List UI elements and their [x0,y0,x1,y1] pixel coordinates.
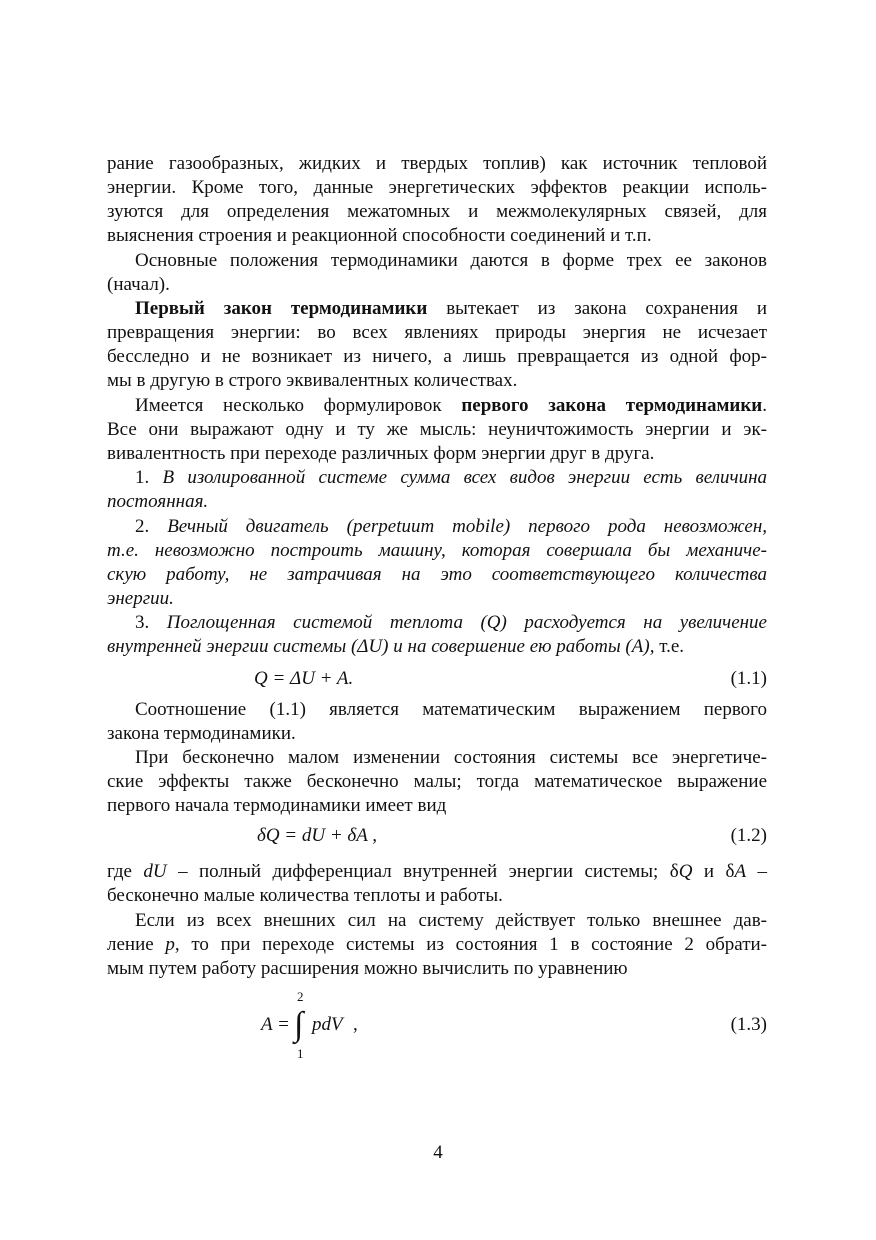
list-item-2: 2. Вечный двигатель (perpetuum mobile) первого рода невозможен, [135,516,767,537]
text-line: ление p, то при переходе системы из состояния 1 в состояние 2 обрати- [107,934,768,955]
text-line: вивалентность при переходе различных форм энергии друг в друга. [107,443,655,464]
integral-upper-limit: 2 [297,989,304,1004]
paragraph-first-line: При бесконечно малом изменении состояния системы все энергетиче- [135,747,767,768]
text-line: энергии. Кроме того, данные энергетических эффектов реакции исполь- [107,177,767,198]
page-number: 4 [433,1142,443,1163]
text-line: постоянная. [107,491,209,512]
paragraph-first-line: Основные положения термодинамики даются в форме трех ее законов [135,250,767,271]
text-line: скую работу, не затрачивая на это соответствующего количества [107,564,767,585]
equation-1-2: δQ = dU + δA , [257,825,378,846]
bold-term: первого закона термодинамики [461,395,763,416]
text-line: (начал). [107,274,170,295]
text-line: превращения энергии: во всех явлениях природы энергия не исчезает [107,322,767,343]
text-line: мым путем работу расширения можно вычислить по уравнению [107,958,628,979]
text-line: т.е. невозможно построить машину, которая совершала бы механиче- [107,540,767,561]
integral-lhs: A = [261,1014,290,1035]
list-item-3: 3. Поглощенная системой теплота (Q) расходуется на увеличение [135,612,767,633]
equation-1-1: Q = ΔU + A. [254,668,354,689]
text-line: Все они выражают одну и ту же мысль: неуничтожимость энергии и эк- [107,419,767,440]
text-line: мы в другую в строго эквивалентных количествах. [107,370,518,391]
text-line: закона термодинамики. [107,723,296,744]
paragraph-first-line: Если из всех внешних сил на систему действует только внешнее дав- [135,910,767,931]
text-line: ские эффекты также бесконечно малы; тогда математическое выражение [107,771,767,792]
list-item-1: 1. В изолированной системе сумма всех видов энергии есть величина [135,467,768,488]
equation-comma: , [353,1014,358,1035]
text-line: рание газообразных, жидких и твердых топлив) как источник тепловой [107,153,767,174]
text-line: выяснения строения и реакционной способности соединений и т.п. [107,225,652,246]
text-line: энергии. [107,588,174,609]
text-line: бесследно и не возникает из ничего, а лишь превращается из одной фор- [107,346,767,367]
text-line: бесконечно малые количества теплоты и работы. [107,885,503,906]
equation-number: (1.2) [730,825,767,846]
text-line: зуются для определения межатомных и межмолекулярных связей, для [107,201,767,222]
text-line: первого начала термодинамики имеет вид [107,795,447,816]
text-line: внутренней энергии системы (ΔU) и на совершение ею работы (A), т.е. [107,636,685,657]
integral-lower-limit: 1 [297,1046,304,1061]
paragraph-first-line: Имеется несколько формулировок первого закона термодинамики. [135,395,767,416]
paragraph-first-line: Первый закон термодинамики вытекает из закона сохранения и [135,298,767,319]
bold-term: Первый закон термодинамики [135,298,428,319]
integrand: pdV [312,1014,343,1035]
equation-number: (1.3) [730,1014,767,1035]
integral-sign: ∫ [294,1006,304,1043]
paragraph-first-line: Соотношение (1.1) является математическим выражением первого [135,699,767,720]
equation-number: (1.1) [730,668,767,689]
text-line: где dU – полный дифференциал внутренней энергии системы; δQ и δA – [107,861,767,882]
